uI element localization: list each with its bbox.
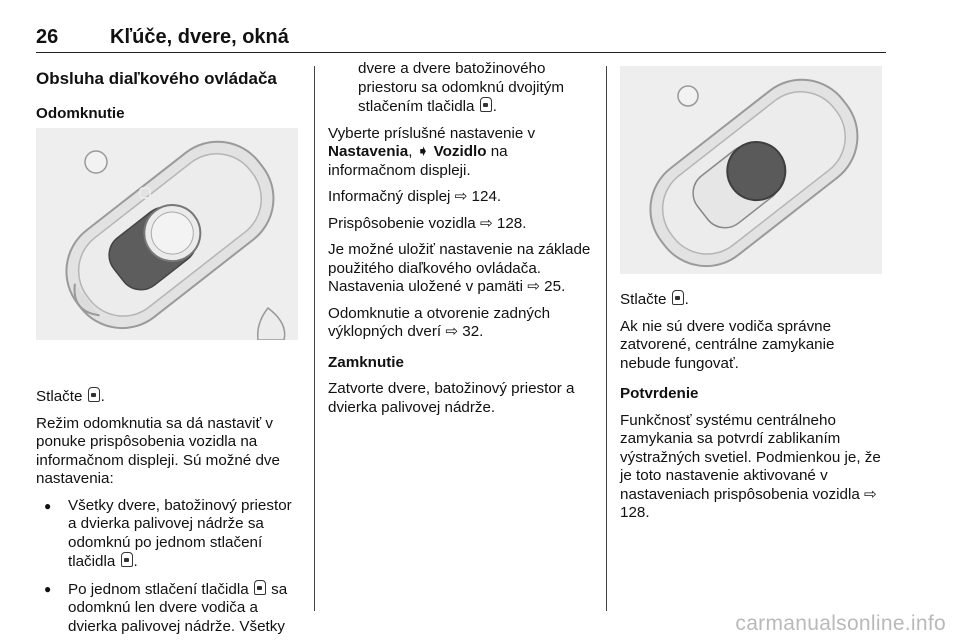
- unlock-key-icon: [254, 580, 266, 595]
- text-separator: ,: [408, 143, 417, 160]
- subheading-unlock: Odomknutie: [36, 104, 125, 122]
- list-item: [36, 497, 302, 572]
- text-fragment: na informačnom displeji.: [328, 143, 508, 179]
- menu-vehicle-label: Vozidlo: [433, 143, 487, 160]
- key-ring-hole: [85, 151, 107, 173]
- press-suffix: .: [100, 388, 105, 405]
- subheading-confirmation: Potvrdenie: [620, 385, 699, 402]
- paragraph-lock: Zatvorte dvere, batožinový priestor a dvierka palivovej nádrže.: [328, 380, 575, 416]
- subheading-lock: Zamknutie: [328, 353, 404, 371]
- bullet-text: Po jednom stlačení tlačidla: [68, 580, 249, 598]
- column-3: [620, 290, 888, 531]
- bullet-end: .: [133, 553, 138, 570]
- watermark: carmanualsonline.info: [735, 612, 946, 635]
- column-divider-left: [314, 66, 315, 611]
- bullet-marker: ●: [44, 498, 52, 513]
- column-divider-right: [606, 66, 607, 611]
- key-ring-hole: [678, 86, 698, 106]
- unlock-key-icon: [480, 97, 492, 112]
- press-prefix: Stlačte: [36, 388, 83, 405]
- lock-key-icon: [672, 290, 684, 305]
- bullet-text: Všetky dvere, batožinový priestor a dvierka palivovej nádrže sa odomknú po jednom stlačení tlačidla: [68, 496, 292, 570]
- paragraph-memory-settings: Je možné uložiť nastavenie na základe použitého diaľkového ovládača. Nastavenia uložené v pamäti ⇨ 25.: [328, 241, 591, 295]
- bullet-text-cont: sa odomknú len dvere vodiča a dvierka palivovej nádrže. Všetky: [68, 580, 288, 635]
- paragraph-confirmation: Funkčnosť systému centrálneho zamykania sa potvrdí zablikaním výstražných svetiel. Podmienkou je, že je toto nastavenie aktivované v nastaveniach prispôsobenia vozidla ⇨ 128.: [620, 411, 881, 521]
- menu-settings-label: Nastavenia: [328, 143, 409, 160]
- press-prefix: Stlačte: [620, 291, 667, 308]
- unlock-options-list: [36, 497, 302, 637]
- paragraph-unlock-mode: Režim odomknutia sa dá nastaviť v ponuke prispôsobenia vozidla na informačnom displeji. Sú možné dve nastavenia:: [36, 414, 280, 487]
- key-fob-unlock-figure: [36, 128, 298, 340]
- paragraph-tailgate-unlock: Odomknutie a otvorenie zadných výklopných dverí ⇨ 32.: [328, 304, 551, 340]
- continued-end: .: [492, 98, 497, 115]
- unlock-key-icon: [121, 552, 133, 567]
- section-title: Obsluha diaľkového ovládača: [36, 69, 277, 88]
- menu-arrow-icon: ➧: [416, 143, 430, 160]
- key-fob-lock-figure: [620, 66, 882, 274]
- page-header: [36, 26, 886, 53]
- press-instruction: [36, 387, 302, 407]
- continued-bullet-text: [328, 60, 592, 117]
- page-number: 26: [36, 26, 59, 48]
- continued-text: dvere a dvere batožinového priestoru sa odomknú dvojitým stlačením tlačidla: [358, 60, 564, 115]
- press-suffix: .: [684, 291, 689, 308]
- text-fragment: Vyberte príslušné nastavenie v: [328, 124, 536, 142]
- reference-info-display: Informačný displej ⇨ 124.: [328, 188, 502, 205]
- reference-vehicle-personalization: Prispôsobenie vozidla ⇨ 128.: [328, 214, 527, 232]
- paragraph-select-setting: [328, 125, 592, 181]
- list-item: [36, 580, 302, 637]
- chapter-title: Kľúče, dvere, okná: [110, 26, 289, 48]
- bullet-marker: ●: [44, 581, 52, 596]
- paragraph-driver-door-warning: Ak nie sú dvere vodiča správne zatvorené, centrálne zamykanie nebude fungovať.: [620, 317, 835, 372]
- unlock-key-icon: [88, 387, 100, 402]
- column-2: [328, 60, 592, 425]
- press-instruction: [620, 290, 888, 310]
